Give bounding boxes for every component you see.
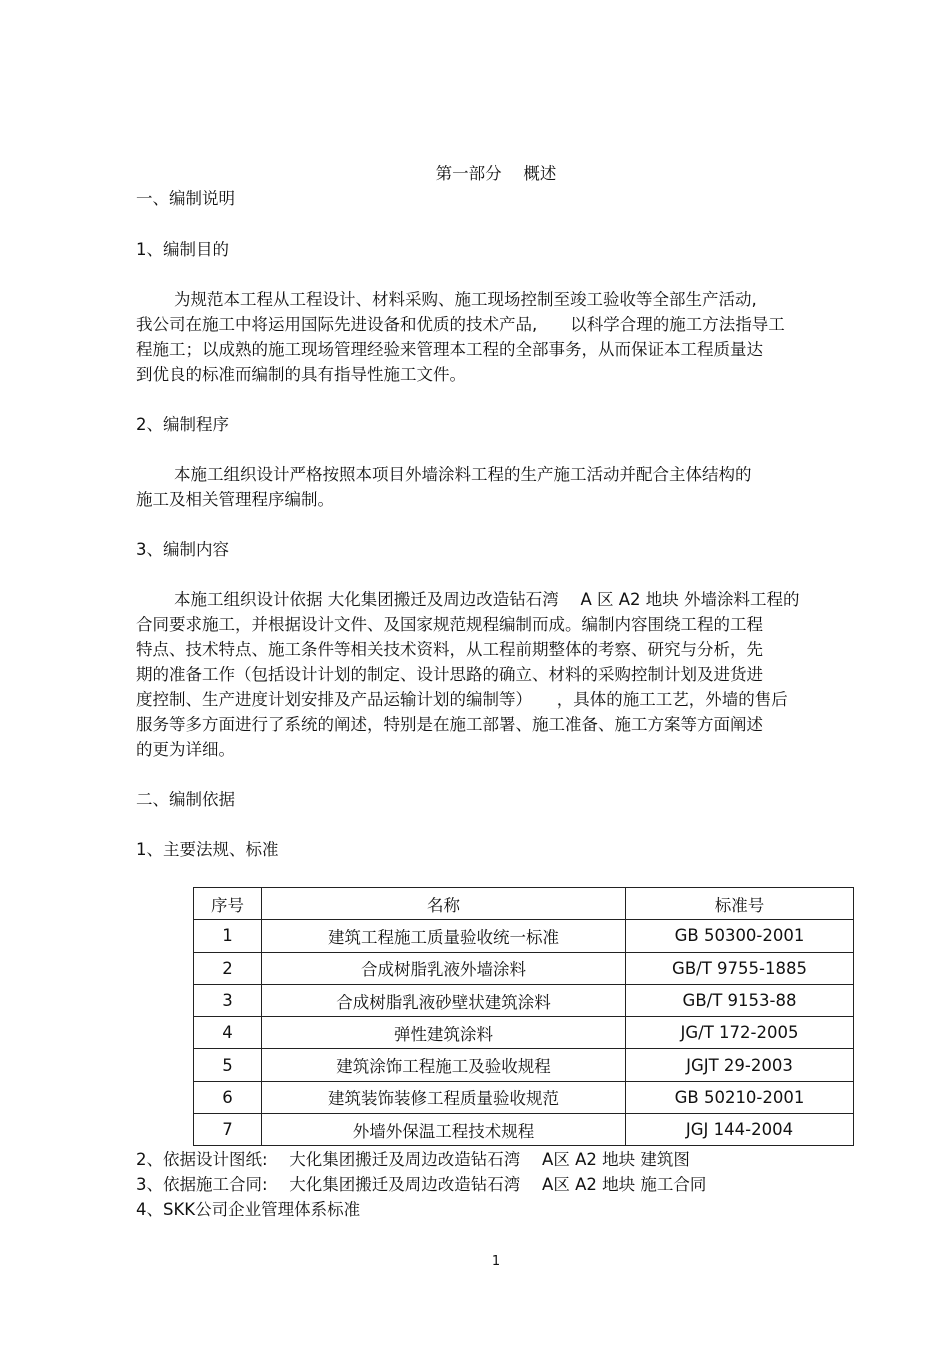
table-row <box>194 1049 854 1081</box>
page-title: 第一部分 概述 <box>435 164 557 183</box>
cell-code: GB/T 9153-88 <box>626 984 854 1016</box>
section-heading-1: 一、编制说明 <box>136 189 235 208</box>
paragraph-line: 程施工；以成熟的施工现场管理经验来管理本工程的全部事务，从而保证本工程质量达 <box>136 340 763 359</box>
table-row <box>194 984 854 1016</box>
cell-code: GB 50300-2001 <box>626 920 854 952</box>
cell-name: 弹性建筑涂料 <box>262 1017 626 1049</box>
cell-index: 3 <box>194 984 262 1016</box>
paragraph-line: 到优良的标准而编制的具有指导性施工文件。 <box>136 365 466 384</box>
header-index: 序号 <box>194 888 262 920</box>
table-row <box>194 1114 854 1146</box>
cell-code: JGJT 29-2003 <box>626 1049 854 1081</box>
paragraph-line: 合同要求施工，并根据设计文件、及国家规范规程编制而成。编制内容围绕工程的工程 <box>136 615 763 634</box>
paragraph-line: 服务等多方面进行了系统的阐述，特别是在施工部署、施工准备、施工方案等方面阐述 <box>136 715 763 734</box>
paragraph-line: 本施工组织设计依据 大化集团搬迁及周边改造钻石湾 A 区 A2 地块 外墙涂料工程的 <box>174 590 800 609</box>
subheading-regulations: 1、主要法规、标准 <box>136 840 279 859</box>
paragraph-line: 本施工组织设计严格按照本项目外墙涂料工程的生产施工活动并配合主体结构的 <box>174 465 752 484</box>
basis-item-management: 4、SKK公司企业管理体系标准 <box>136 1200 361 1219</box>
header-code: 标准号 <box>626 888 854 920</box>
cell-name: 外墙外保温工程技术规程 <box>262 1114 626 1146</box>
paragraph-line: 我公司在施工中将运用国际先进设备和优质的技术产品, 以科学合理的施工方法指导工 <box>136 315 785 334</box>
paragraph-line: 度控制、生产进度计划安排及产品运输计划的编制等） ，具体的施工工艺，外墙的售后 <box>136 690 788 709</box>
table-row <box>194 1081 854 1113</box>
cell-code: GB 50210-2001 <box>626 1081 854 1113</box>
paragraph-line: 的更为详细。 <box>136 740 235 759</box>
cell-name: 建筑工程施工质量验收统一标准 <box>262 920 626 952</box>
table-row <box>194 952 854 984</box>
table-header-row <box>194 888 854 920</box>
subheading-purpose: 1、编制目的 <box>136 240 229 259</box>
cell-code: JGJ 144-2004 <box>626 1114 854 1146</box>
standards-table <box>193 887 854 1146</box>
subheading-procedure: 2、编制程序 <box>136 415 229 434</box>
page-number: 1 <box>491 1254 501 1269</box>
cell-index: 7 <box>194 1114 262 1146</box>
cell-index: 2 <box>194 952 262 984</box>
basis-item-contract: 3、依据施工合同: 大化集团搬迁及周边改造钻石湾 A区 A2 地块 施工合同 <box>136 1175 707 1194</box>
cell-name: 建筑涂饰工程施工及验收规程 <box>262 1049 626 1081</box>
subheading-content: 3、编制内容 <box>136 540 229 559</box>
cell-index: 1 <box>194 920 262 952</box>
cell-name: 建筑装饰装修工程质量验收规范 <box>262 1081 626 1113</box>
table-row <box>194 1017 854 1049</box>
cell-name: 合成树脂乳液砂壁状建筑涂料 <box>262 984 626 1016</box>
cell-index: 5 <box>194 1049 262 1081</box>
section-heading-2: 二、编制依据 <box>136 790 235 809</box>
cell-code: GB/T 9755-1885 <box>626 952 854 984</box>
cell-name: 合成树脂乳液外墙涂料 <box>262 952 626 984</box>
cell-index: 4 <box>194 1017 262 1049</box>
header-name: 名称 <box>262 888 626 920</box>
paragraph-line: 期的准备工作（包括设计计划的制定、设计思路的确立、材料的采购控制计划及进货进 <box>136 665 763 684</box>
paragraph-line: 为规范本工程从工程设计、材料采购、施工现场控制至竣工验收等全部生产活动, <box>174 290 757 309</box>
paragraph-line: 特点、技术特点、施工条件等相关技术资料，从工程前期整体的考察、研究与分析，先 <box>136 640 763 659</box>
basis-item-drawings: 2、依据设计图纸: 大化集团搬迁及周边改造钻石湾 A区 A2 地块 建筑图 <box>136 1150 690 1169</box>
cell-code: JG/T 172-2005 <box>626 1017 854 1049</box>
paragraph-line: 施工及相关管理程序编制。 <box>136 490 334 509</box>
cell-index: 6 <box>194 1081 262 1113</box>
table-row <box>194 920 854 952</box>
